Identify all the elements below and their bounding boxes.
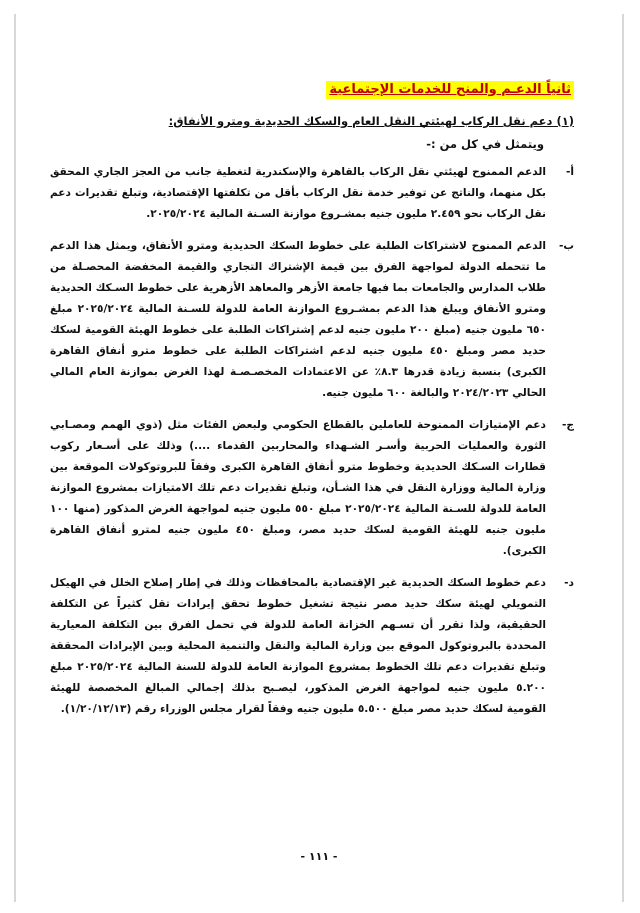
page-number: - ١١١ -	[300, 850, 338, 863]
list-item-c	[50, 415, 574, 562]
subsection-title: (١) دعم نقل الركاب لهيئتي النقل العام والسكك الحديدية ومترو الأنفاق:	[168, 114, 574, 128]
item-marker: ج-	[561, 419, 574, 431]
item-marker: أ-	[565, 166, 574, 178]
section-title-row	[50, 78, 574, 99]
item-text: الدعم الممنوح لهيئتي نقل الركاب بالقاهرة والإسكندرية لتغطية جانب من العجز الجاري المحقق بكل منهما، والناتج عن توفير خدمة نقل الركاب بأقل من تكلفتها الإقتصادية، وتبلغ تقديرات دعم نقل الركاب نحو ٢.٤٥٩ مليون جنيه بمشـروع موازنة السـنة المالية ٢٠٢٥/٢٠٢٤.	[50, 166, 546, 220]
item-text: دعم خطوط السكك الحديدية غير الإقتصادية بالمحافظات وذلك في إطار إصلاح الخلل في الهيكل التمويلي لهيئة سكك حديد مصر نتيجة تشغيل خطوط تحقق إيرادات تقل كثيراً عن التكلفة الحقيقية، ولذا تقرر أن تسـهم الخزانة العامة للدولة في تحمل الفرق بين التكلفة المعيارية المحددة بالبروتوكول الموقع بين وزارة المالية والنقل والتنمية المحلية وبين الإيرادات المحققة وتبلغ تقديرات دعم تلك الخطوط بمشروع الموازنة العامة للدولة للسنة المالية ٢٠٢٥/٢٠٢٤ مبلغ ٥.٢٠٠ مليون جنيه لمواجهة الغرض المذكور، ليصـبح بذلك إجمالي المبالغ المخصصة للهيئة القومية لسكك حديد مصر مبلغ ٥.٥٠٠ مليون جنيه وفقاً لقرار مجلس الوزراء رقم (١/٢٠/١٢/١٣).	[50, 577, 546, 715]
document-content	[50, 78, 574, 720]
document-page	[14, 14, 624, 902]
item-marker: د-	[564, 577, 574, 589]
list-item-d	[50, 573, 574, 720]
list-item-a	[50, 162, 574, 225]
intro-text: ويتمثل في كل من :-	[426, 137, 544, 151]
list-item-b	[50, 236, 574, 404]
section-title: ثانياً الدعـم والمنح للخدمات الإجتماعية	[326, 81, 574, 99]
item-marker: ب-	[558, 240, 574, 252]
item-text: الدعم الممنوح لاشتراكات الطلبة على خطوط السكك الحديدية ومترو الأنفاق، ويمثل هذا الدعم ما تتحمله الدولة لمواجهة الفرق بين قيمة الإشتراك التجاري والقيمة المخفضة المحصـلة من طلاب المدارس والجامعات بما فيها جامعة الأزهر والمعاهد الأزهرية على خطوط السـكك الحديدية ومترو الأنفاق ويبلغ هذا الدعم بمشـروع الموازنة العامة للدولة للسـنة المالية ٢٠٢٥/٢٠٢٤ مبلغ ٦٥٠ مليون جنيه (مبلغ ٢٠٠ مليون جنيه لدعم إشتراكات الطلبة على خطوط الهيئة القومية لسكك حديد مصر ومبلغ ٤٥٠ مليون جنيه لدعم اشتراكات الطلبة على خطوط مترو أنفاق القاهرة الكبرى) بنسبة زيادة قدرها ٨.٣٪ عن الاعتمادات المخصـصـة لهذا الغرض بموازنة العام المالي الحالي ٢٠٢٤/٢٠٢٣ والبالغة ٦٠٠ مليون جنيه.	[50, 240, 546, 399]
item-text: دعم الإمتيازات الممنوحة للعاملين بالقطاع الحكومي ولبعض الفئات مثل (ذوي الهمم ومصـابي الثورة والعمليات الحربية وأسـر الشـهداء والمحاربين القدماء ....) وذلك على أسـعار ركوب قطارات السـكك الحديدية وخطوط مترو أنفاق القاهرة الكبرى وفقاً للبروتوكولات الموقعة بين وزارة المالية ووزارة النقل في هذا الشـأن، وتبلغ تقديرات دعم تلك الامتيازات بمشروع الموازنة العامة للدولة للسـنة المالية ٢٠٢٥/٢٠٢٤ مبلغ ٥٥٠ مليون جنيه لمواجهة الغرض المذكور (منها ١٠٠ مليون جنيه للهيئة القومية لسكك حديد مصر، ومبلغ ٤٥٠ مليون جنيه لمترو أنفاق القاهرة الكبرى).	[50, 419, 546, 557]
